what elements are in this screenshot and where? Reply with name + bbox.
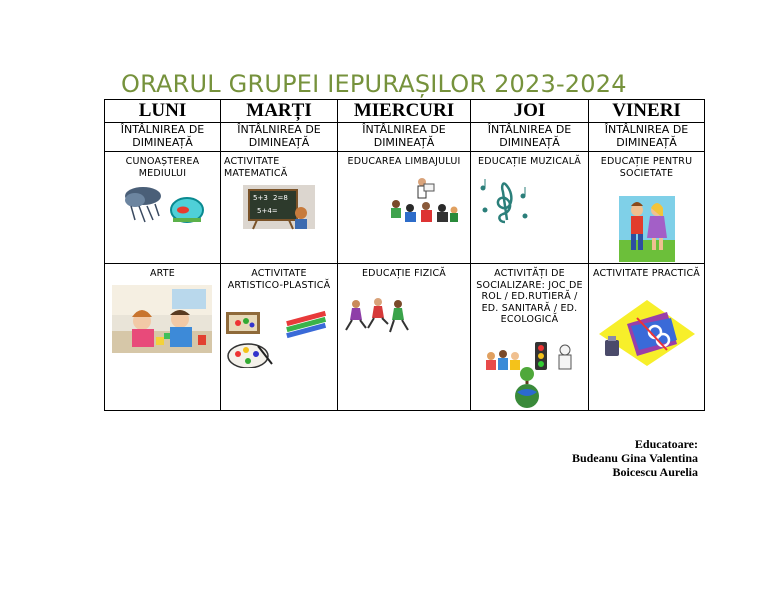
page-title: ORARUL GRUPEI IEPURAȘILOR 2023-2024 bbox=[121, 70, 627, 98]
signature-name-1: Budeanu Gina Valentina bbox=[571, 451, 698, 465]
cell-wednesday-2 bbox=[338, 264, 471, 411]
day-friday: VINERI bbox=[589, 100, 705, 123]
svg-text:5+4=: 5+4= bbox=[257, 207, 278, 215]
children-playing-photo bbox=[112, 285, 212, 353]
children-society-image bbox=[619, 196, 675, 262]
activity-label: ACTIVITATE PRACTICĂ bbox=[593, 268, 700, 279]
morning-meeting-row bbox=[105, 123, 705, 152]
cell-wednesday-1 bbox=[338, 152, 471, 264]
cell-monday-1 bbox=[105, 152, 221, 264]
morning-meeting-tuesday: ÎNTÂLNIREA DE DIMINEAȚĂ bbox=[221, 123, 338, 152]
day-tuesday: MARȚI bbox=[221, 100, 338, 123]
running-children-image bbox=[342, 294, 414, 342]
activity-label: EDUCAȚIE PENTRU SOCIETATE bbox=[600, 156, 693, 179]
cell-friday-1 bbox=[589, 152, 705, 264]
chalkboard-image bbox=[243, 185, 315, 231]
activity-label: EDUCAREA LIMBAJULUI bbox=[347, 156, 461, 167]
svg-text:2=8: 2=8 bbox=[273, 194, 288, 202]
day-header-row bbox=[105, 100, 705, 123]
activity-label: ARTE bbox=[149, 268, 175, 279]
cell-friday-2 bbox=[589, 264, 705, 411]
day-thursday: JOI bbox=[471, 100, 589, 123]
art-supplies-image bbox=[226, 306, 328, 368]
signature-name-2: Boicescu Aurelia bbox=[612, 465, 698, 479]
morning-meeting-thursday: ÎNTÂLNIREA DE DIMINEAȚĂ bbox=[471, 123, 589, 152]
morning-meeting-friday: ÎNTÂLNIREA DE DIMINEAȚĂ bbox=[589, 123, 705, 152]
storytelling-image bbox=[388, 174, 458, 226]
cell-thursday-2 bbox=[471, 264, 589, 411]
cell-tuesday-2 bbox=[221, 264, 338, 411]
morning-meeting-monday: ÎNTÂLNIREA DE DIMINEAȚĂ bbox=[105, 123, 221, 152]
activity-row-1 bbox=[105, 152, 705, 264]
cell-tuesday-1 bbox=[221, 152, 338, 264]
svg-text:5+3: 5+3 bbox=[253, 194, 268, 202]
activity-label: CUNOAȘTEREA MEDIULUI bbox=[125, 156, 200, 179]
cell-monday-2 bbox=[105, 264, 221, 411]
day-monday: LUNI bbox=[105, 100, 221, 123]
weather-fishbowl-image bbox=[121, 184, 205, 226]
day-wednesday: MIERCURI bbox=[338, 100, 471, 123]
schedule-table bbox=[104, 99, 705, 411]
activity-row-2 bbox=[105, 264, 705, 411]
morning-meeting-wednesday: ÎNTÂLNIREA DE DIMINEAȚĂ bbox=[338, 123, 471, 152]
activity-label: ACTIVITATE MATEMATICĂ bbox=[224, 156, 288, 179]
activity-label: ACTIVITĂȚI DE SOCIALIZARE: JOC DE ROL / ED.RUTIERĂ / ED. SANITARĂ / ED. ECOLOGICĂ bbox=[476, 268, 583, 325]
cell-thursday-1 bbox=[471, 152, 589, 264]
treble-clef-image bbox=[475, 176, 533, 226]
activity-label: EDUCAȚIE FIZICĂ bbox=[361, 268, 446, 279]
signature-heading: Educatoare: bbox=[634, 437, 698, 451]
socialization-image bbox=[483, 342, 579, 412]
practical-tools-image bbox=[597, 298, 697, 368]
signature-block bbox=[572, 437, 698, 479]
activity-label: EDUCAȚIE MUZICALĂ bbox=[478, 156, 581, 167]
activity-label: ACTIVITATE ARTISTICO-PLASTICĂ bbox=[227, 268, 331, 291]
